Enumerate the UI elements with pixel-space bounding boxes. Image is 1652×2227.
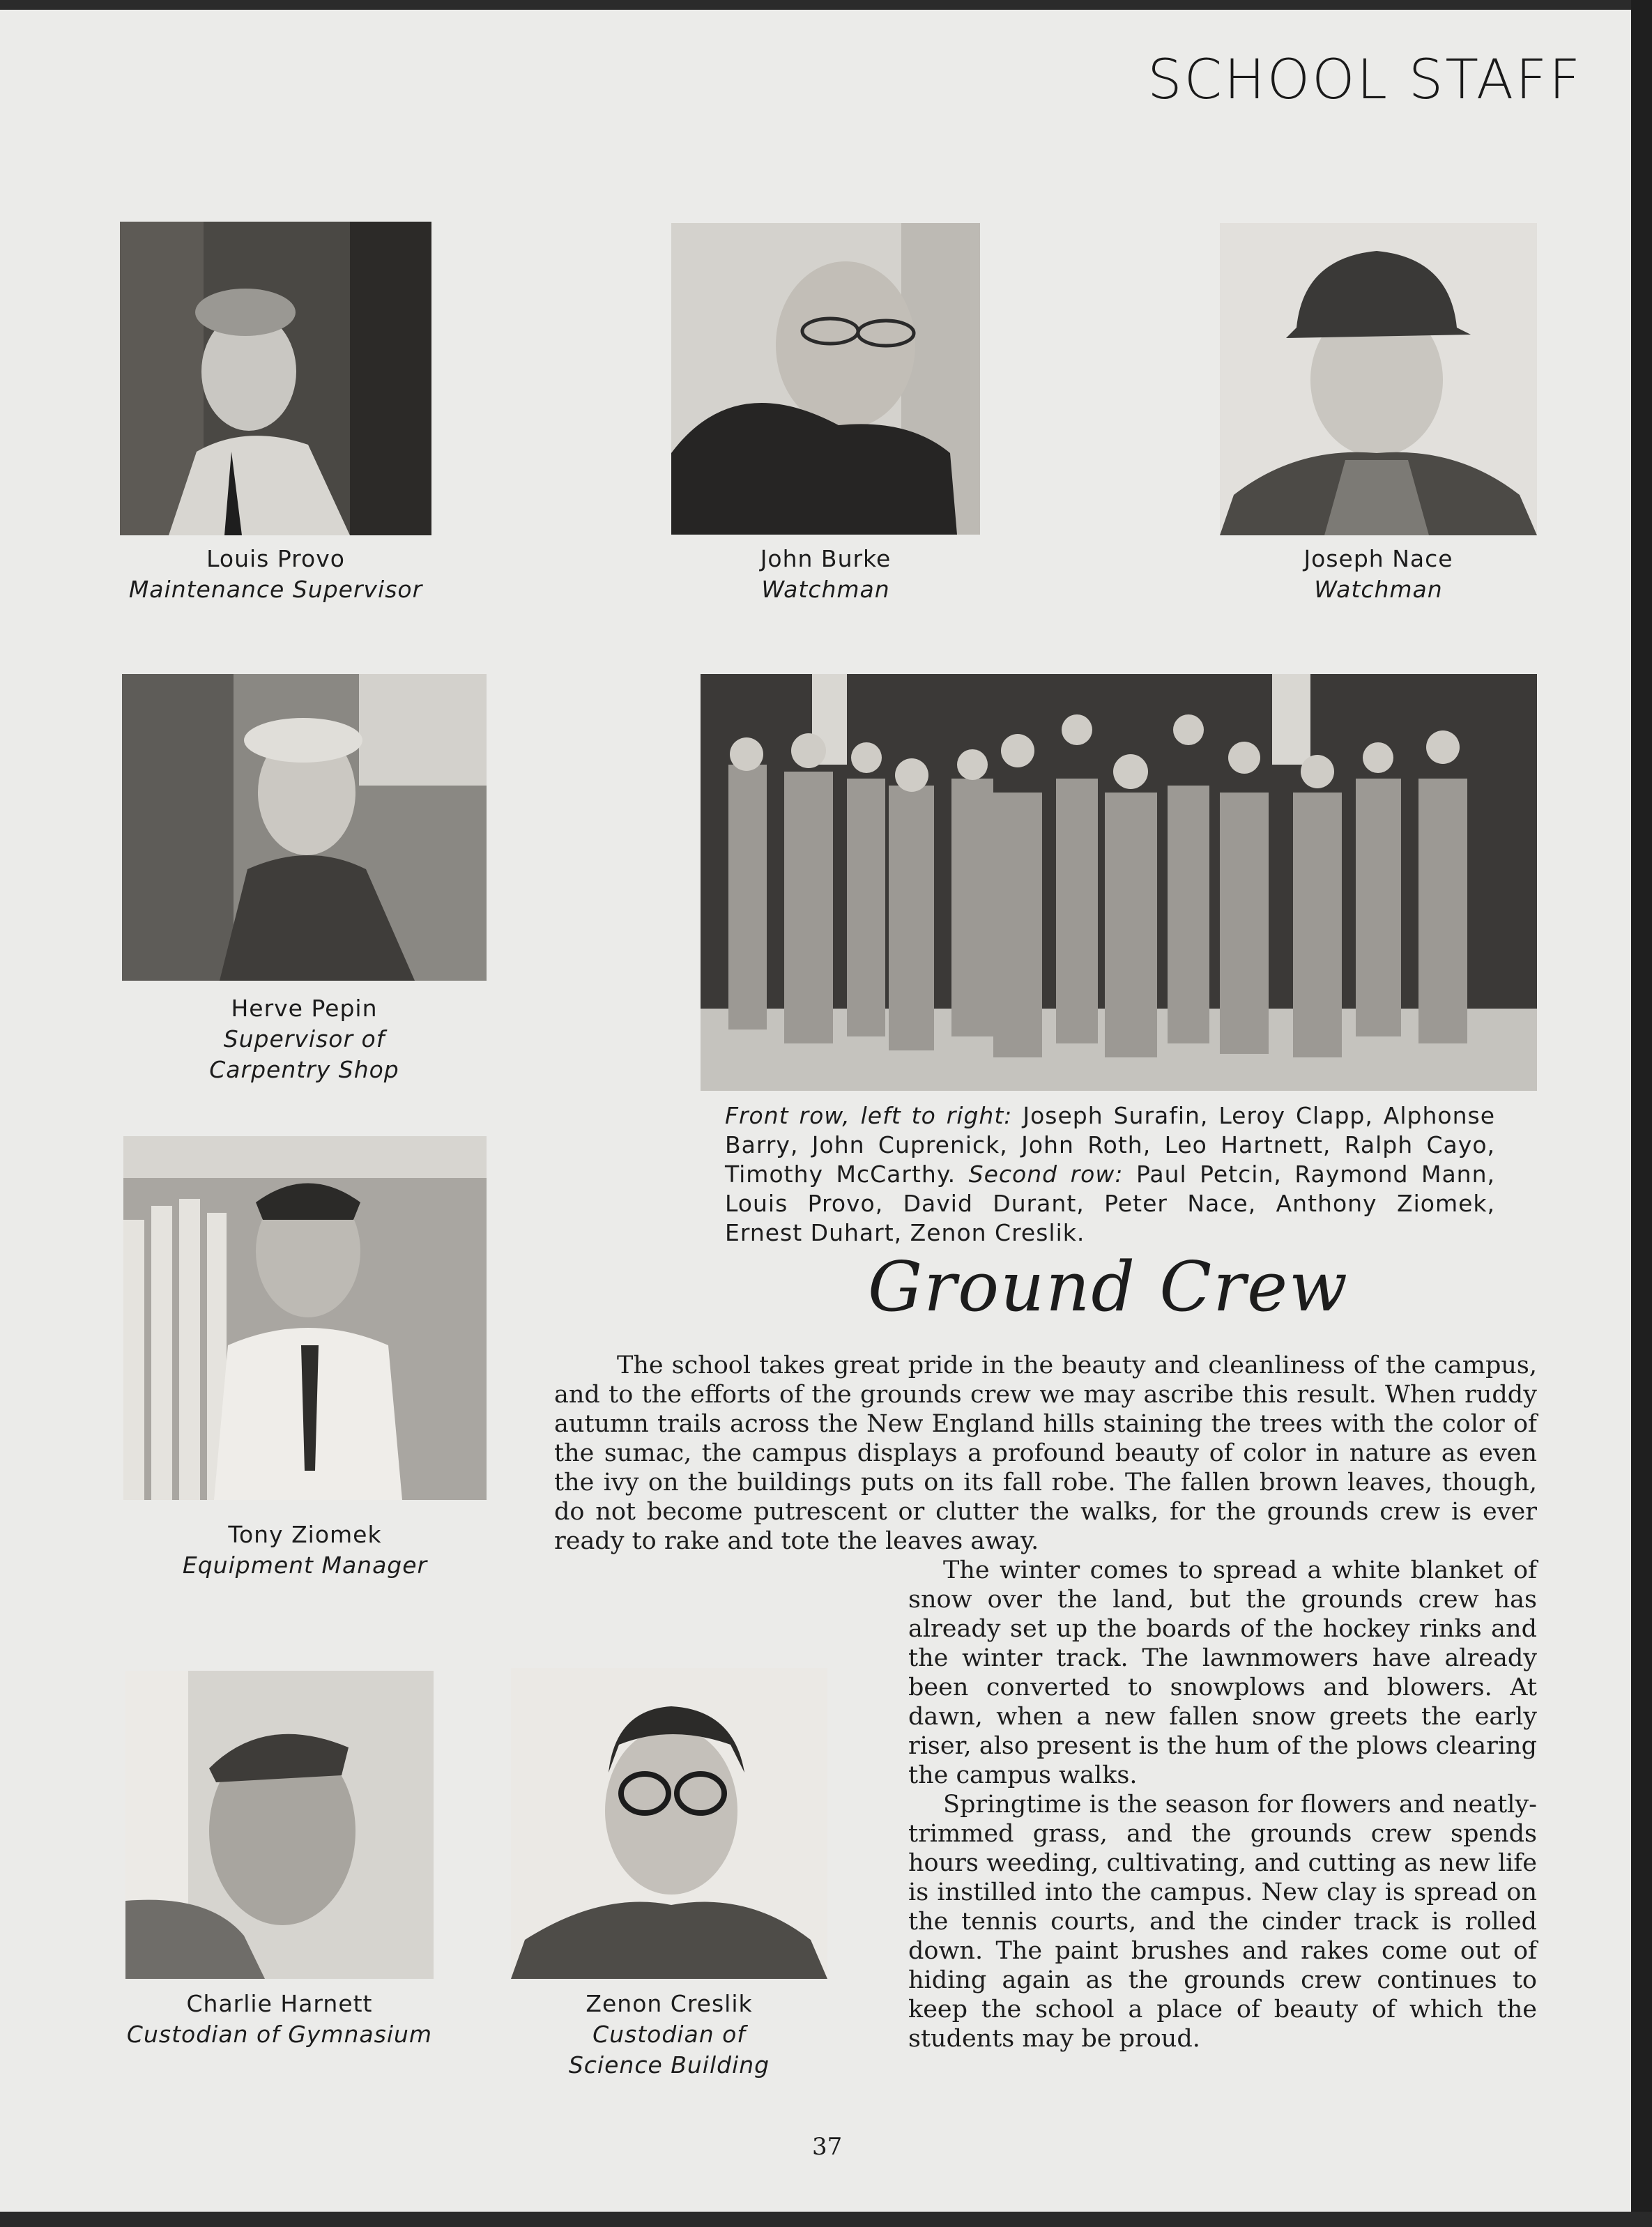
caption-herve-pepin (122, 993, 487, 1085)
staff-name: Herve Pepin (231, 995, 378, 1022)
staff-name: Louis Provo (206, 545, 345, 572)
caption-john-burke (671, 544, 980, 605)
scan-border-top (0, 0, 1652, 10)
second-row-names: Paul Petcin, Raymond Mann, Louis Provo, David Durant, Peter Nace, Anthony Ziomek, Ernest Duhart, Zenon Creslik. (725, 1161, 1495, 1246)
portrait-john-burke (671, 223, 980, 535)
staff-name: John Burke (760, 545, 892, 572)
front-row-label: Front row, left to right: (725, 1102, 1013, 1129)
page-header: SCHOOL STAFF (1147, 49, 1582, 112)
front-row-names: Joseph Surafin, Leroy Clapp, Alphonse Barry, John Cuprenick, John Roth, Leo Hartnett, Ralph Cayo, Timothy McCarthy. (725, 1102, 1495, 1188)
page-number: 37 (812, 2133, 843, 2161)
portrait-tony-ziomek (123, 1136, 487, 1500)
caption-louis-provo (120, 544, 431, 605)
staff-role: Equipment Manager (182, 1552, 428, 1579)
caption-zenon-creslik (511, 1989, 827, 2081)
scan-border-bottom (0, 2212, 1652, 2227)
group-photo-ground-crew (701, 674, 1537, 1091)
portrait-louis-provo (120, 222, 431, 535)
staff-role-line1: Supervisor of (223, 1025, 385, 1053)
staff-role: Maintenance Supervisor (128, 576, 423, 603)
caption-tony-ziomek (123, 1520, 487, 1581)
staff-role-line2: Carpentry Shop (209, 1056, 399, 1083)
staff-name: Charlie Harnett (186, 1990, 373, 2017)
staff-role: Watchman (1314, 576, 1443, 603)
portrait-zenon-creslik (511, 1668, 827, 1979)
staff-role-line2: Science Building (568, 2051, 770, 2079)
portrait-joseph-nace (1220, 223, 1537, 535)
portrait-charlie-harnett (125, 1671, 434, 1979)
caption-charlie-harnett (105, 1989, 454, 2050)
staff-name: Tony Ziomek (228, 1521, 382, 1548)
article-paragraph-1: The school takes great pride in the beauty and cleanliness of the campus, and to the efforts of the grounds crew we may ascribe this result. When ruddy autumn trails across the New England hills staining the trees with the color of the sumac, the campus displays a profound beauty of color in nature as even the ivy on the buildings puts on its fall robe. The fallen brown leaves, though, do not become putrescent or clutter the walks, for the grounds crew is ever ready to rake and tote the leaves away. (554, 1352, 1537, 1555)
article-paragraph-3: Springtime is the season for flowers and neatly-trimmed grass, and the grounds crew spends hours weeding, cultivating, and cutting as new life is instilled into the campus. New clay is spread on the tennis courts, and the cinder track is rolled down. The paint brushes and rakes come out of hiding again as the grounds crew continues to keep the school a place of beauty of which the students may be proud. (908, 1791, 1537, 2053)
portrait-herve-pepin (122, 674, 487, 981)
staff-role-line1: Custodian of (592, 2021, 746, 2048)
article-paragraph-2: The winter comes to spread a white blanket of snow over the land, but the grounds crew has already set up the boards of the hockey rinks and the winter track. The lawnmowers have already been converted to snowplows and blowers. At dawn, when a new fallen snow greets the early riser, also present is the hum of the plows clearing the campus walks. (908, 1556, 1537, 1789)
scan-border-right (1631, 0, 1652, 2227)
staff-name: Zenon Creslik (586, 1990, 753, 2017)
staff-role: Custodian of Gymnasium (126, 2021, 433, 2048)
section-title: Ground Crew (868, 1248, 1349, 1327)
staff-name: Joseph Nace (1303, 545, 1453, 572)
second-row-label: Second row: (968, 1161, 1124, 1188)
staff-role: Watchman (761, 576, 890, 603)
caption-joseph-nace (1220, 544, 1537, 605)
group-photo-caption (725, 1101, 1495, 1248)
